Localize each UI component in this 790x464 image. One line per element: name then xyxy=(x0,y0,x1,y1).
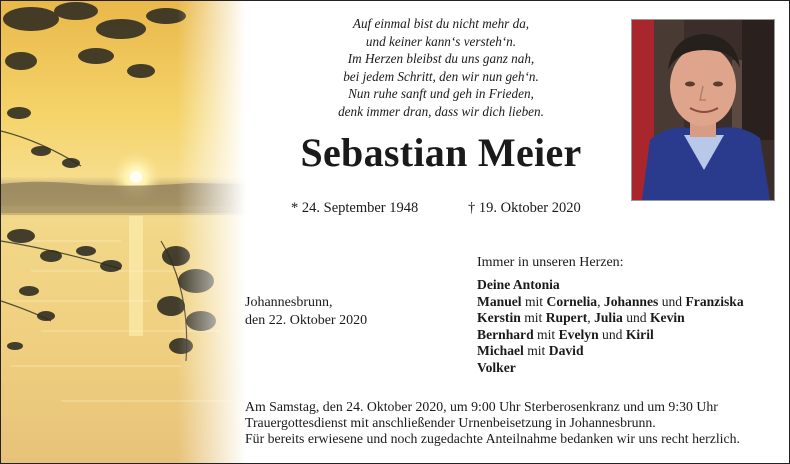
mourner-connector: mit xyxy=(520,310,546,325)
portrait-photo xyxy=(631,19,775,201)
poem-line: und keiner kann‘s versteh‘n. xyxy=(365,33,517,49)
mourner-name: Manuel xyxy=(477,293,522,309)
mourner-name: Kerstin xyxy=(477,310,521,325)
mourner-connector: mit xyxy=(523,343,549,358)
mourner-name: Cornelia xyxy=(546,293,598,309)
notice-line: Für bereits erwiesene und noch zugedachte Anteilnahme bedanken wir uns recht herzlich. xyxy=(245,430,740,446)
place-town: Johannesbrunn, xyxy=(245,295,333,310)
death-date: † 19. Oktober 2020 xyxy=(468,200,581,216)
notice-line: Am Samstag, den 24. Oktober 2020, um 9:00 Uhr Sterberosenkranz und um 9:30 Uhr xyxy=(245,399,718,414)
mourner-line xyxy=(477,343,744,360)
mourner-connector: mit xyxy=(533,326,559,342)
mourner-connector: mit xyxy=(521,293,547,309)
mourner-name: Johannes xyxy=(603,293,659,309)
mourner-connector: und xyxy=(658,293,686,309)
mourner-name: Bernhard xyxy=(477,326,534,342)
mourner-name: Michael xyxy=(477,343,524,358)
poem-line: bei jedem Schritt, den wir nun geh‘n. xyxy=(343,68,539,84)
birth-date: * 24. September 1948 xyxy=(291,200,419,216)
family-intro: Immer in unseren Herzen: xyxy=(477,255,624,270)
mourner-line xyxy=(477,310,744,327)
mourner-name: Julia xyxy=(594,310,623,325)
poem-line: Nun ruhe sanft und geh in Frieden, xyxy=(348,86,534,102)
place-date-text: den 22. Oktober 2020 xyxy=(245,313,368,328)
mourner-connector: , xyxy=(597,293,604,309)
sunset-lake-image xyxy=(1,1,246,463)
mourner-name: Kiril xyxy=(625,326,654,342)
mourner-name: Franziska xyxy=(685,293,744,309)
mourner-line xyxy=(477,294,744,311)
mourner-name: Rupert xyxy=(545,310,588,325)
mourner-name: Kevin xyxy=(649,310,685,325)
mourner-connector: und xyxy=(622,310,650,325)
notice-line: Trauergottesdienst mit anschließender Urnenbeisetzung in Johannesbrunn. xyxy=(245,414,656,430)
deceased-name: Sebastian Meier xyxy=(300,130,582,175)
mourner-connector: , xyxy=(587,310,595,325)
poem-line: Im Herzen bleibst du uns ganz nah, xyxy=(347,51,535,67)
service-notice xyxy=(245,399,785,446)
mourner-name: David xyxy=(548,343,584,358)
poem-line: denk immer dran, dass wir dich lieben. xyxy=(338,103,544,119)
mourner-name: Volker xyxy=(477,359,516,375)
mourner-line xyxy=(477,360,744,377)
mourners-list xyxy=(477,277,744,376)
mourner-line xyxy=(477,277,744,294)
mourner-line xyxy=(477,327,744,344)
mourner-connector: und xyxy=(598,326,626,342)
poem-line: Auf einmal bist du nicht mehr da, xyxy=(352,16,530,31)
mourner-name: Deine Antonia xyxy=(477,277,560,292)
poem xyxy=(251,15,631,121)
place-date xyxy=(245,294,367,330)
mourner-name: Evelyn xyxy=(558,326,599,342)
